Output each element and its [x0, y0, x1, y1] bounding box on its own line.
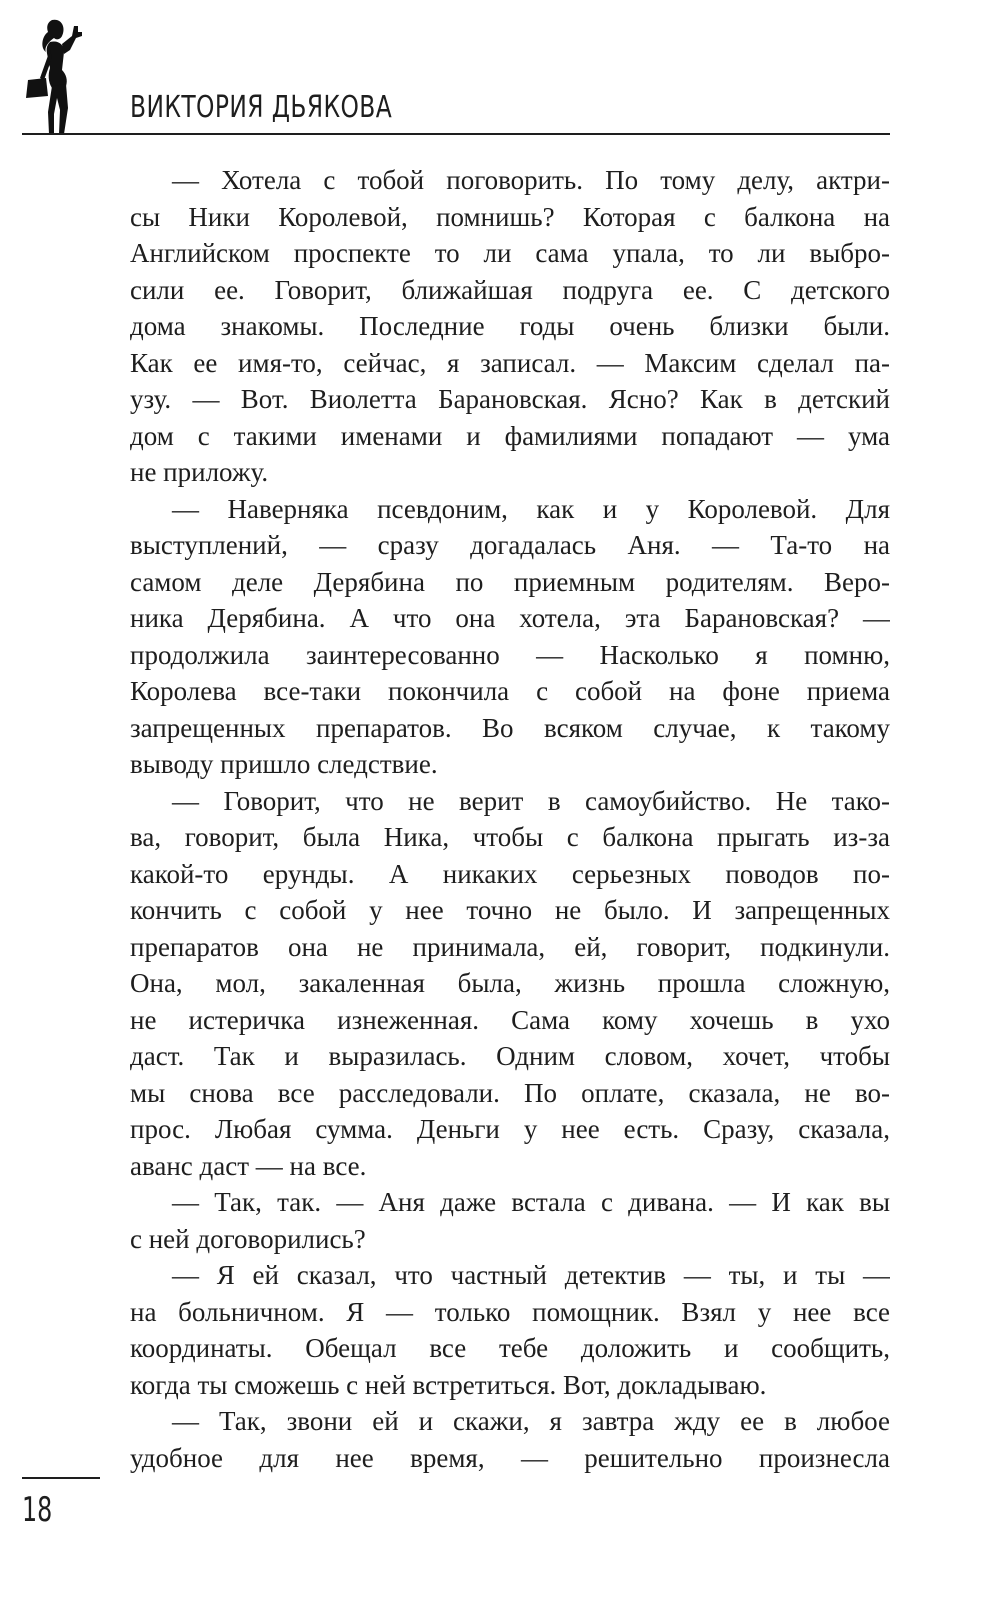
footer-rule: [22, 1477, 100, 1479]
text-line: дома знакомы. Последние годы очень близки были.: [130, 311, 890, 341]
text-line: на больничном. Я — только помощник. Взял у нее все: [130, 1296, 890, 1327]
text-line: Королева все-таки покончила с собой на фоне приема: [130, 676, 890, 706]
text-line: прос. Любая сумма. Деньги у нее есть. Сразу, сказала,: [130, 1114, 890, 1144]
woman-silhouette-icon: [22, 18, 92, 134]
text-line: когда ты сможешь с ней встретиться. Вот, докладываю.: [130, 1369, 767, 1400]
text-line: кончить с собой у нее точно не было. И запрещенных: [130, 895, 890, 925]
text-line: дом с такими именами и фамилиями попадают — ума: [130, 420, 890, 451]
header-rule: [22, 133, 890, 135]
page-number: 18: [22, 1490, 53, 1530]
text-line: Как ее имя-то, сейчас, я записал. — Максим сделал па-: [130, 347, 890, 378]
text-line: с ней договорились?: [130, 1223, 366, 1254]
text-line: сили ее. Говорит, ближайшая подруга ее. С детского: [130, 274, 890, 305]
text-line: продолжила заинтересованно — Насколько я помню,: [130, 639, 890, 670]
text-line: выступлений, — сразу догадалась Аня. — Та-то на: [130, 530, 890, 560]
text-line: даст. Так и выразилась. Одним словом, хочет, чтобы: [130, 1041, 890, 1071]
text-line: — Хотела с тобой поговорить. По тому делу, актри-: [172, 165, 890, 195]
text-line: сы Ники Королевой, помнишь? Которая с балкона на: [130, 201, 890, 232]
body-text: [130, 162, 890, 1476]
text-line: ва, говорит, была Ника, чтобы с балкона прыгать из-за: [130, 822, 890, 852]
text-line: аванс даст — на все.: [130, 1150, 367, 1181]
text-line: ника Дерябина. А что она хотела, эта Барановская? —: [130, 603, 890, 633]
text-line: — Наверняка псевдоним, как и у Королевой. Для: [172, 493, 890, 524]
text-line: не истеричка изнеженная. Сама кому хочешь в ухо: [130, 1004, 890, 1035]
text-line: запрещенных препаратов. Во всяком случае, к такому: [130, 712, 890, 743]
text-line: препаратов она не принимала, ей, говорит, подкинули.: [130, 931, 890, 962]
text-line: узу. — Вот. Виолетта Барановская. Ясно? Как в детский: [130, 384, 890, 414]
text-line: Английском проспекте то ли сама упала, то ли выбро-: [130, 238, 890, 268]
text-line: — Так, звони ей и скажи, я завтра жду ее в любое: [172, 1406, 890, 1436]
text-line: самом деле Дерябина по приемным родителям. Веро-: [130, 566, 890, 597]
text-line: выводу пришло следствие.: [130, 749, 438, 779]
text-line: — Я ей сказал, что частный детектив — ты, и ты —: [172, 1260, 890, 1290]
text-line: Она, мол, закаленная была, жизнь прошла сложную,: [130, 968, 890, 998]
text-line: — Так, так. — Аня даже встала с дивана. — И как вы: [172, 1187, 890, 1217]
page-header: [22, 14, 890, 136]
text-line: координаты. Обещал все тебе доложить и сообщить,: [130, 1333, 890, 1363]
text-line: не приложу.: [130, 457, 269, 487]
text-line: удобное для нее время, — решительно произнесла: [130, 1442, 890, 1473]
text-line: — Говорит, что не верит в самоубийство. Не тако-: [172, 785, 890, 816]
text-line: какой-то ерунды. А никаких серьезных поводов по-: [130, 858, 890, 889]
author-name: ВИКТОРИЯ ДЬЯКОВА: [130, 90, 393, 125]
text-line: мы снова все расследовали. По оплате, сказала, не во-: [130, 1077, 890, 1108]
